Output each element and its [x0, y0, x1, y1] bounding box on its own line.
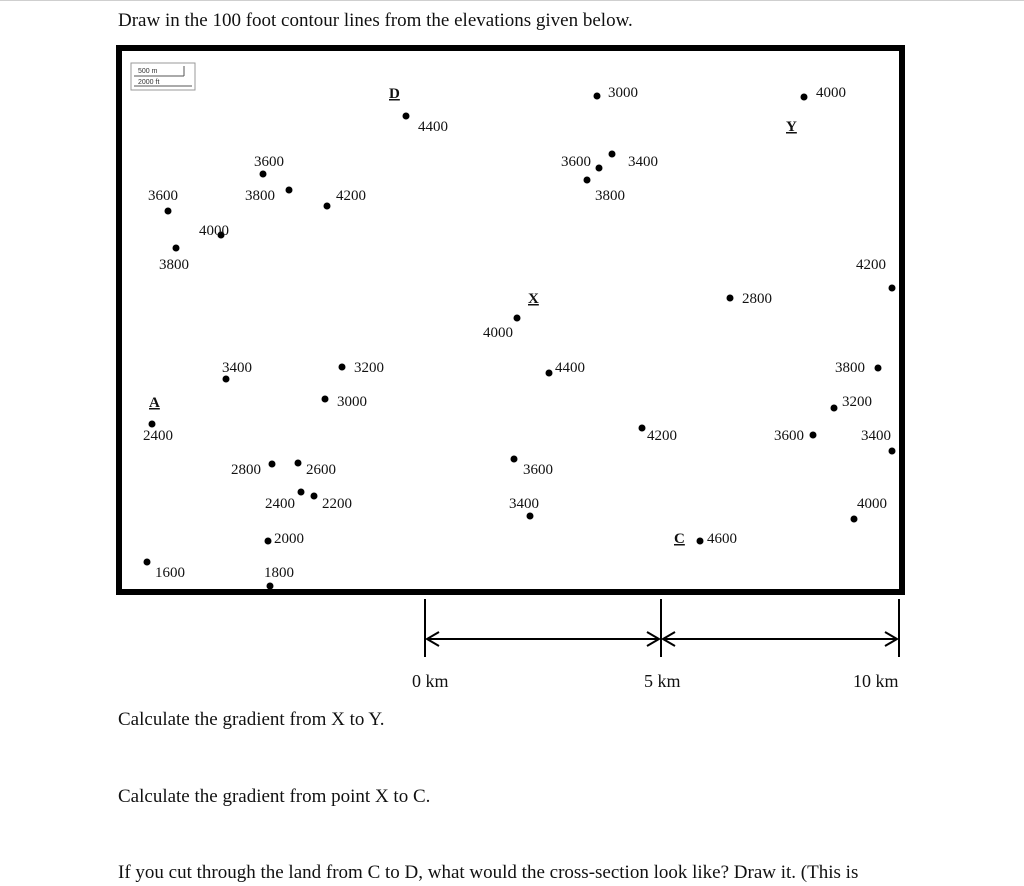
elevation-label: 3400 [509, 496, 539, 512]
elevation-label: 4000 [816, 85, 846, 101]
elevation-dot [322, 396, 329, 403]
elevation-label: 3000 [337, 394, 367, 410]
elevation-label: 3800 [595, 188, 625, 204]
elevation-dot [286, 187, 293, 194]
elevation-dot [546, 370, 553, 377]
elevation-dot [403, 113, 410, 120]
elevation-label: 4200 [336, 188, 366, 204]
elevation-dot [149, 421, 156, 428]
elevation-label: 2000 [274, 531, 304, 547]
elevation-dot [889, 285, 896, 292]
elevation-label: 3600 [774, 428, 804, 444]
elevation-dot [609, 151, 616, 158]
elevation-dot [639, 425, 646, 432]
elevation-label: 3600 [561, 154, 591, 170]
elevation-label: 3400 [222, 360, 252, 376]
question-gradient-x-c: Calculate the gradient from point X to C. [118, 786, 431, 807]
elevation-dot [511, 456, 518, 463]
scale-label-0km: 0 km [412, 671, 449, 691]
point-label-d: D [389, 86, 400, 102]
elevation-dot [165, 208, 172, 215]
elevation-dot [339, 364, 346, 371]
scale-bar [425, 599, 899, 657]
point-label-x: X [528, 291, 539, 307]
elevation-labels [143, 85, 891, 581]
scale-label-5km: 5 km [644, 671, 681, 691]
elevation-label: 3200 [842, 394, 872, 410]
elevation-label: 4400 [418, 119, 448, 135]
elevation-label: 2800 [742, 291, 772, 307]
elevation-dot [298, 489, 305, 496]
elevation-dot [727, 295, 734, 302]
map-legend [131, 63, 195, 90]
elevation-dot [173, 245, 180, 252]
elevation-label: 2200 [322, 496, 352, 512]
elevation-dot [144, 559, 151, 566]
scale-label-10km: 10 km [853, 671, 899, 691]
elevation-label: 2600 [306, 462, 336, 478]
point-label-c: C [674, 531, 685, 547]
point-label-y: Y [786, 119, 797, 135]
elevation-label: 4200 [647, 428, 677, 444]
elevation-label: 3800 [245, 188, 275, 204]
elevation-dot [801, 94, 808, 101]
elevation-label: 4600 [707, 531, 737, 547]
elevation-label: 4000 [199, 223, 229, 239]
elevation-label: 2800 [231, 462, 261, 478]
elevation-dot [269, 461, 276, 468]
elevation-label: 3400 [861, 428, 891, 444]
elevation-dot [265, 538, 272, 545]
elevation-label: 3800 [159, 257, 189, 273]
point-label-a: A [149, 395, 160, 411]
elevation-label: 3600 [523, 462, 553, 478]
elevation-label: 3600 [148, 188, 178, 204]
elevation-label: 3800 [835, 360, 865, 376]
instruction-text: Draw in the 100 foot contour lines from the elevations given below. [118, 10, 633, 31]
elevation-dot [810, 432, 817, 439]
elevation-dot [584, 177, 591, 184]
elevation-label: 2400 [143, 428, 173, 444]
elevation-label: 3000 [608, 85, 638, 101]
elevation-label: 3400 [628, 154, 658, 170]
elevation-dot [875, 365, 882, 372]
elevation-dot [697, 538, 704, 545]
elevation-label: 1600 [155, 565, 185, 581]
elevation-dot [514, 315, 521, 322]
elevation-dot [889, 448, 896, 455]
elevation-dot [851, 516, 858, 523]
elevation-label: 3200 [354, 360, 384, 376]
legend-metric: 500 m [138, 68, 158, 75]
elevation-dot [311, 493, 318, 500]
elevation-label: 2400 [265, 496, 295, 512]
elevation-dot [260, 171, 267, 178]
elevation-dot [223, 376, 230, 383]
elevation-dot [527, 513, 534, 520]
question-cross-section: If you cut through the land from C to D, what would the cross-section look like? Draw it. (This is [118, 862, 859, 883]
elevation-label: 4000 [857, 496, 887, 512]
legend-imperial: 2000 ft [138, 79, 160, 86]
elevation-label: 3600 [254, 154, 284, 170]
elevation-dot [324, 203, 331, 210]
elevation-dot [596, 165, 603, 172]
elevation-label: 4000 [483, 325, 513, 341]
question-gradient-x-y: Calculate the gradient from X to Y. [118, 709, 385, 730]
elevation-dot [295, 460, 302, 467]
elevation-dot [831, 405, 838, 412]
elevation-label: 4400 [555, 360, 585, 376]
elevation-dot [267, 583, 274, 590]
elevation-dot [594, 93, 601, 100]
elevation-label: 4200 [856, 257, 886, 273]
elevation-label: 1800 [264, 565, 294, 581]
